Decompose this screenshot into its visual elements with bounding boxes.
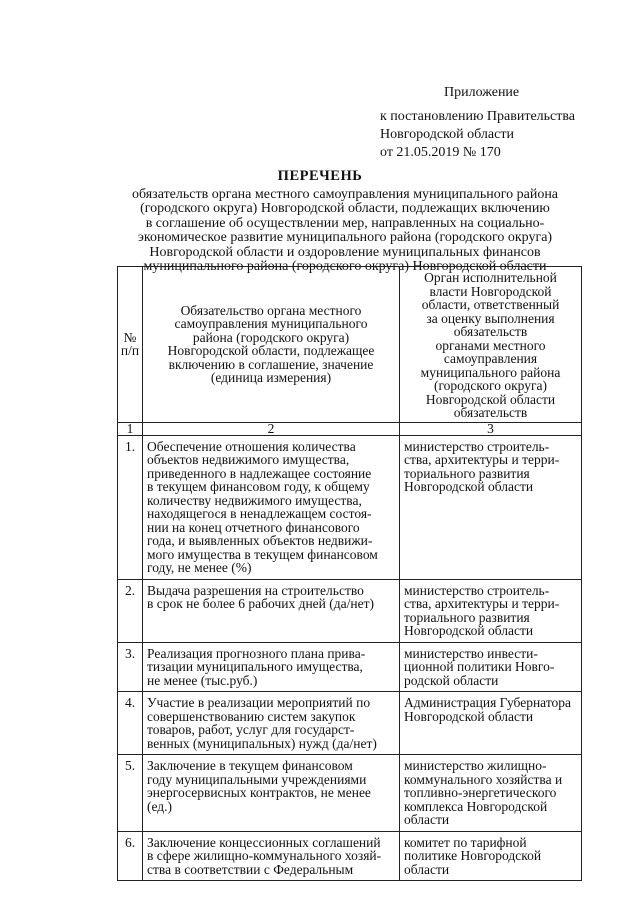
appendix-header: Приложение	[444, 85, 520, 100]
authority-cell	[400, 755, 582, 832]
obligations-table	[117, 266, 582, 881]
cell-line: ториального развития	[404, 465, 530, 481]
cell-line: обязательств	[453, 405, 528, 420]
obligation-cell	[143, 755, 400, 832]
cell-line: области, ответственный	[421, 297, 560, 312]
cell-line: Новгородской области, подлежащее	[167, 343, 375, 359]
row-number: 6.	[118, 831, 143, 881]
cell-line: товаров, работ, услуг для государст-	[147, 722, 355, 737]
cell-line: Орган исполнительной	[424, 270, 557, 285]
subtitle-line: экономическое развитие муниципального района (городского округа)	[137, 230, 553, 246]
cell-line: Обеспечение отношения количества	[147, 438, 356, 454]
cell-line: политике Новгородской	[404, 848, 542, 863]
cell-line: в сфере жилищно-коммунального хозяй-	[147, 848, 382, 863]
cell-line: году муниципальными учреждениями	[147, 771, 367, 787]
cell-line: венных (муниципальных) нужд (да/нет)	[147, 735, 377, 751]
subtitle-line: обязательств органа местного самоуправления муниципального района	[131, 187, 559, 202]
obligation-cell	[143, 435, 400, 579]
cell-line: Новгородской области	[425, 391, 556, 407]
cell-line: энергосервисных контрактов, не менее	[147, 785, 371, 800]
cell-line: количеству недвижимого имущества,	[147, 492, 362, 508]
cell-line: Новгородской области	[404, 708, 534, 724]
cell-line: за оценку выполнения	[426, 310, 555, 326]
cell-line: Новгородской области	[404, 479, 534, 494]
document-title: ПЕРЕЧЕНЬ	[277, 168, 363, 184]
cell-line: министерство строитель-	[404, 582, 550, 598]
table-row	[118, 435, 582, 579]
cell-line: ства, архитектуры и терри-	[404, 452, 560, 467]
cell-line: Выдача разрешения на строительство	[147, 582, 364, 598]
header-cell-number	[118, 267, 143, 423]
column-number-row	[118, 422, 582, 435]
row-number: 1.	[118, 435, 143, 579]
cell-line: области	[404, 861, 450, 877]
table-row	[118, 831, 582, 881]
cell-line: п/п	[120, 343, 140, 359]
appendix-line: к постановлению Правительства	[380, 109, 576, 124]
cell-line: самоуправления муниципального	[174, 316, 368, 332]
cell-line: года, и выявленных объектов недвижи-	[147, 533, 373, 548]
cell-line: совершенствованию систем закупок	[147, 708, 356, 724]
document-subtitle	[110, 188, 580, 274]
appendix-block	[380, 84, 620, 162]
header-cell-obligation	[143, 267, 400, 423]
cell-line: включению в соглашение, значение	[168, 356, 374, 372]
column-number: 1	[118, 422, 143, 435]
cell-line: ционной политики Новго-	[404, 659, 555, 674]
column-number: 3	[400, 422, 582, 435]
cell-line: №	[123, 329, 137, 345]
row-number: 2.	[118, 579, 143, 642]
cell-line: мого имущества в текущем финансовом	[147, 546, 378, 562]
cell-line: коммунального хозяйства и	[404, 771, 563, 787]
appendix-line: Новгородской области	[380, 127, 514, 142]
cell-line: (городского округа)	[433, 378, 548, 393]
cell-line: находящегося в ненадлежащем состоя-	[147, 506, 372, 521]
cell-line: нии на конец отчетного финансового	[147, 519, 360, 535]
table-header-row	[118, 267, 582, 423]
table-row	[118, 579, 582, 642]
obligation-cell	[143, 642, 400, 692]
row-number: 5.	[118, 755, 143, 832]
cell-line: министерство инвести-	[404, 645, 538, 661]
column-number: 2	[143, 422, 400, 435]
cell-line: Администрация Губернатора	[404, 695, 572, 710]
cell-line: Участие в реализации мероприятий по	[147, 695, 371, 710]
cell-line: году, не менее (%)	[147, 560, 252, 575]
cell-line: Реализация прогнозного плана прива-	[147, 645, 366, 661]
appendix-line: от 21.05.2019 № 170	[380, 145, 501, 160]
cell-line: комитет по тарифной	[404, 834, 527, 850]
cell-line: родской области	[404, 672, 499, 688]
cell-line: самоуправления	[443, 351, 538, 366]
subtitle-line: муниципального района (городского округа) Новгородской области	[143, 259, 547, 275]
cell-line: объектов недвижимого имущества,	[147, 452, 350, 467]
cell-line: топливно-энергетического	[404, 785, 557, 800]
subtitle-line: Новгородской области и оздоровление муниципальных финансов	[149, 244, 541, 260]
subtitle-line: в соглашение об осуществлении мер, направленных на социально-	[145, 215, 545, 231]
obligation-cell	[143, 831, 400, 881]
cell-line: Заключение в текущем финансовом	[147, 758, 353, 773]
cell-line: тизации муниципального имущества,	[147, 659, 363, 674]
authority-cell	[400, 579, 582, 642]
obligation-cell	[143, 579, 400, 642]
cell-line: ства в соответствии с Федеральным	[147, 861, 354, 877]
cell-line: комплекса Новгородской	[404, 798, 548, 814]
subtitle-line: (городского округа) Новгородской области, подлежащих включению	[140, 201, 550, 217]
cell-line: в срок не более 6 рабочих дней (да/нет)	[147, 596, 374, 611]
cell-line: Заключение концессионных соглашений	[147, 834, 381, 850]
cell-line: ториального развития	[404, 609, 530, 625]
authority-cell	[400, 692, 582, 755]
cell-line: ства, архитектуры и терри-	[404, 596, 560, 611]
cell-line: в текущем финансовом году, к общему	[147, 479, 370, 494]
cell-line: министерство жилищно-	[404, 758, 547, 773]
cell-line: (единица измерения)	[210, 370, 332, 386]
authority-cell	[400, 642, 582, 692]
cell-line: не менее (тыс.руб.)	[147, 672, 258, 688]
cell-line: Обязательство органа местного	[180, 302, 362, 318]
row-number: 4.	[118, 692, 143, 755]
table-row	[118, 692, 582, 755]
cell-line: органами местного	[435, 337, 546, 353]
authority-cell	[400, 831, 582, 881]
header-cell-authority	[400, 267, 582, 423]
authority-cell	[400, 435, 582, 579]
table-row	[118, 642, 582, 692]
cell-line: министерство строитель-	[404, 438, 550, 454]
cell-line: района (городского округа)	[192, 329, 350, 345]
cell-line: (ед.)	[147, 798, 173, 814]
table-row	[118, 755, 582, 832]
cell-line: области	[404, 812, 450, 827]
cell-line: обязательств	[453, 324, 528, 339]
cell-line: власти Новгородской	[429, 283, 552, 299]
obligation-cell	[143, 692, 400, 755]
cell-line: Новгородской области	[404, 623, 534, 638]
cell-line: муниципального района	[420, 364, 561, 380]
row-number: 3.	[118, 642, 143, 692]
cell-line: приведенного в надлежащее состояние	[147, 465, 372, 481]
